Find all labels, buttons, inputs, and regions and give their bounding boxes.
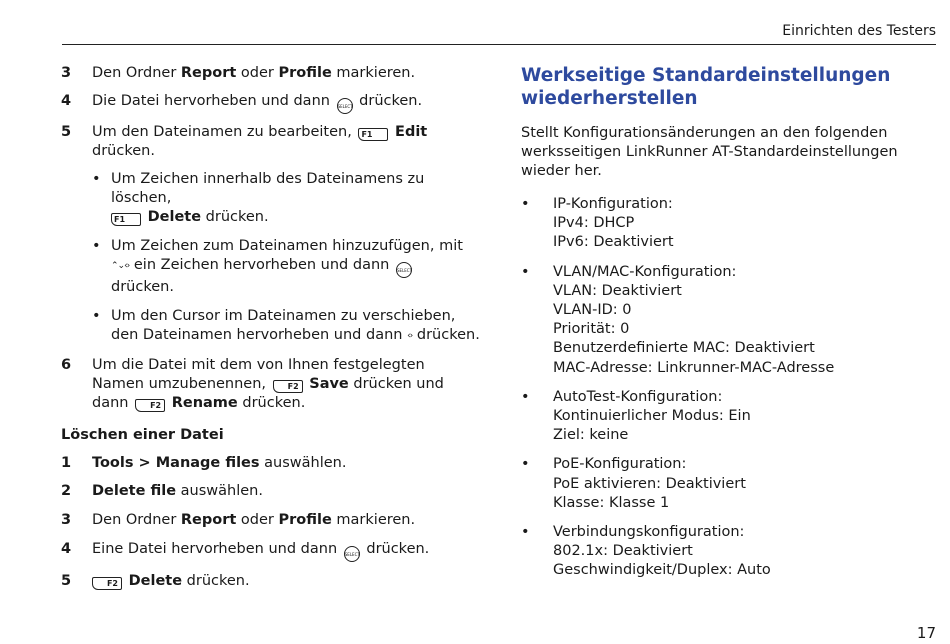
profile-label: Profile: [278, 65, 332, 81]
step-number: 6: [61, 357, 72, 373]
step-number: 4: [61, 93, 72, 109]
step-number: 5: [61, 124, 72, 140]
delete-label: Delete: [147, 209, 202, 225]
step-number: 3: [61, 65, 72, 81]
bullet-dot: •: [92, 308, 101, 324]
f2-key-icon: F2: [92, 577, 122, 590]
f1-key-icon: F1: [358, 128, 388, 141]
step-text: oder: [236, 512, 279, 528]
step-text: auswählen.: [176, 483, 263, 499]
sub-text: drücken.: [111, 279, 174, 295]
step-text: markieren.: [331, 512, 416, 528]
list-line: VLAN/MAC-Konfiguration:: [553, 263, 737, 280]
step-item: [61, 123, 481, 161]
f1-key-icon: F1: [111, 213, 141, 226]
bullet-dot: •: [521, 524, 530, 541]
list-line: IP-Konfiguration:: [553, 196, 673, 212]
rename-label: Rename: [171, 395, 238, 411]
sub-text: ein Zeichen hervorheben und dann: [129, 257, 394, 273]
bullet-dot: •: [92, 171, 101, 187]
report-label: Report: [180, 512, 237, 528]
list-line: IPv6: Deaktiviert: [553, 234, 674, 251]
delete-label: Delete: [128, 573, 183, 589]
sub-item: [61, 170, 481, 227]
step-text: markieren.: [331, 65, 416, 81]
f2-key-icon: F2: [135, 399, 165, 412]
list-line: Klasse: Klasse 1: [553, 494, 670, 511]
bullet-dot: •: [521, 456, 530, 473]
right-column: [521, 64, 941, 591]
bullet-dot: •: [521, 388, 530, 405]
step-text: drücken.: [182, 573, 250, 589]
edit-label: Edit: [395, 124, 428, 140]
list-line: PoE aktivieren: Deaktiviert: [553, 475, 746, 492]
page-number: 17: [916, 624, 936, 642]
list-item: [521, 523, 941, 581]
bullet-dot: •: [521, 263, 530, 280]
sub-item: [61, 237, 481, 297]
section-title: Werkseitige Standardeinstellungen wiederherstellen: [521, 65, 891, 109]
step-text: oder: [236, 65, 279, 81]
step-text: auswählen.: [259, 455, 347, 471]
step-item: [61, 454, 481, 473]
sub-text: drücken.: [412, 327, 480, 343]
step-text: drücken.: [354, 93, 423, 109]
step-text: Den Ordner: [92, 65, 181, 81]
f2-key-icon: F2: [273, 380, 303, 393]
save-label: Save: [309, 376, 349, 392]
left-column: [61, 64, 481, 600]
step-number: 5: [61, 573, 72, 589]
step-text: Um die Datei mit dem von Ihnen festgelegten Namen umzubenennen,: [92, 357, 425, 392]
page-header: [62, 22, 936, 45]
select-key-icon: SELECT: [344, 546, 360, 562]
intro-paragraph: Stellt Konfigurationsänderungen an den folgenden werksseitigen LinkRunner AT-Standardeinstellungen wieder her.: [521, 125, 898, 179]
step-item: [61, 64, 481, 83]
step-number: 4: [61, 541, 72, 557]
list-item: [521, 388, 941, 446]
step-text: Eine Datei hervorheben und dann: [92, 541, 342, 557]
sub-text: drücken.: [201, 209, 269, 225]
list-line: AutoTest-Konfiguration:: [553, 388, 723, 405]
step-item: [61, 572, 481, 591]
list-line: IPv4: DHCP: [553, 215, 635, 232]
list-line: Kontinuierlicher Modus: Ein: [553, 408, 751, 425]
step-item: [61, 356, 481, 413]
step-number: 1: [61, 455, 72, 471]
profile-label: Profile: [278, 512, 332, 528]
list-line: Geschwindigkeit/Duplex: Auto: [553, 562, 771, 579]
sub-item: [61, 307, 481, 346]
list-line: VLAN: Deaktiviert: [553, 282, 682, 299]
header-title: Einrichten des Testers: [782, 23, 936, 39]
list-line: Benutzerdefinierte MAC: Deaktiviert: [553, 340, 815, 357]
step-item: [61, 92, 481, 114]
left-right-keys-icon: ‹›: [407, 331, 413, 341]
sub-text: Um Zeichen innerhalb des Dateinamens zu löschen,: [111, 171, 425, 206]
sub-text: Um Zeichen zum Dateinamen hinzuzufügen, mit: [111, 238, 463, 254]
step-text: drücken.: [237, 395, 306, 411]
select-key-icon: SELECT: [337, 98, 353, 114]
list-line: Verbindungskonfiguration:: [553, 524, 745, 541]
list-item: [521, 195, 941, 253]
list-line: Priorität: 0: [553, 321, 630, 338]
bullet-dot: •: [92, 238, 101, 254]
section-heading: Löschen einer Datei: [61, 427, 224, 443]
step-text: Den Ordner: [92, 512, 181, 528]
list-line: MAC-Adresse: Linkrunner-MAC-Adresse: [553, 359, 835, 376]
delete-file-label: Delete file: [92, 483, 177, 499]
step-number: 2: [61, 483, 72, 499]
list-line: 802.1x: Deaktiviert: [553, 543, 693, 560]
list-line: VLAN-ID: 0: [553, 302, 632, 319]
step-text: drücken.: [92, 143, 155, 159]
list-item: [521, 455, 941, 513]
step-text: drücken.: [361, 541, 430, 557]
report-label: Report: [180, 65, 237, 81]
step-text: Die Datei hervorheben und dann: [92, 93, 335, 109]
sub-text: Um den Cursor im Dateinamen zu verschieben, den Dateinamen hervorheben und dann: [111, 308, 456, 343]
step-text: Um den Dateinamen zu bearbeiten,: [92, 124, 357, 140]
step-item: [61, 511, 481, 530]
list-line: PoE-Konfiguration:: [553, 456, 687, 473]
step-item: [61, 540, 481, 562]
select-key-icon: SELECT: [396, 262, 412, 278]
step-item: [61, 482, 481, 501]
arrow-keys-icon: ⌃⌄‹›: [111, 261, 130, 271]
step-text: drücken und dann: [92, 376, 444, 411]
step-number: 3: [61, 512, 72, 528]
list-line: Ziel: keine: [553, 427, 629, 444]
menu-path-label: Tools > Manage files: [92, 455, 260, 471]
list-item: [521, 263, 941, 378]
bullet-dot: •: [521, 196, 530, 212]
